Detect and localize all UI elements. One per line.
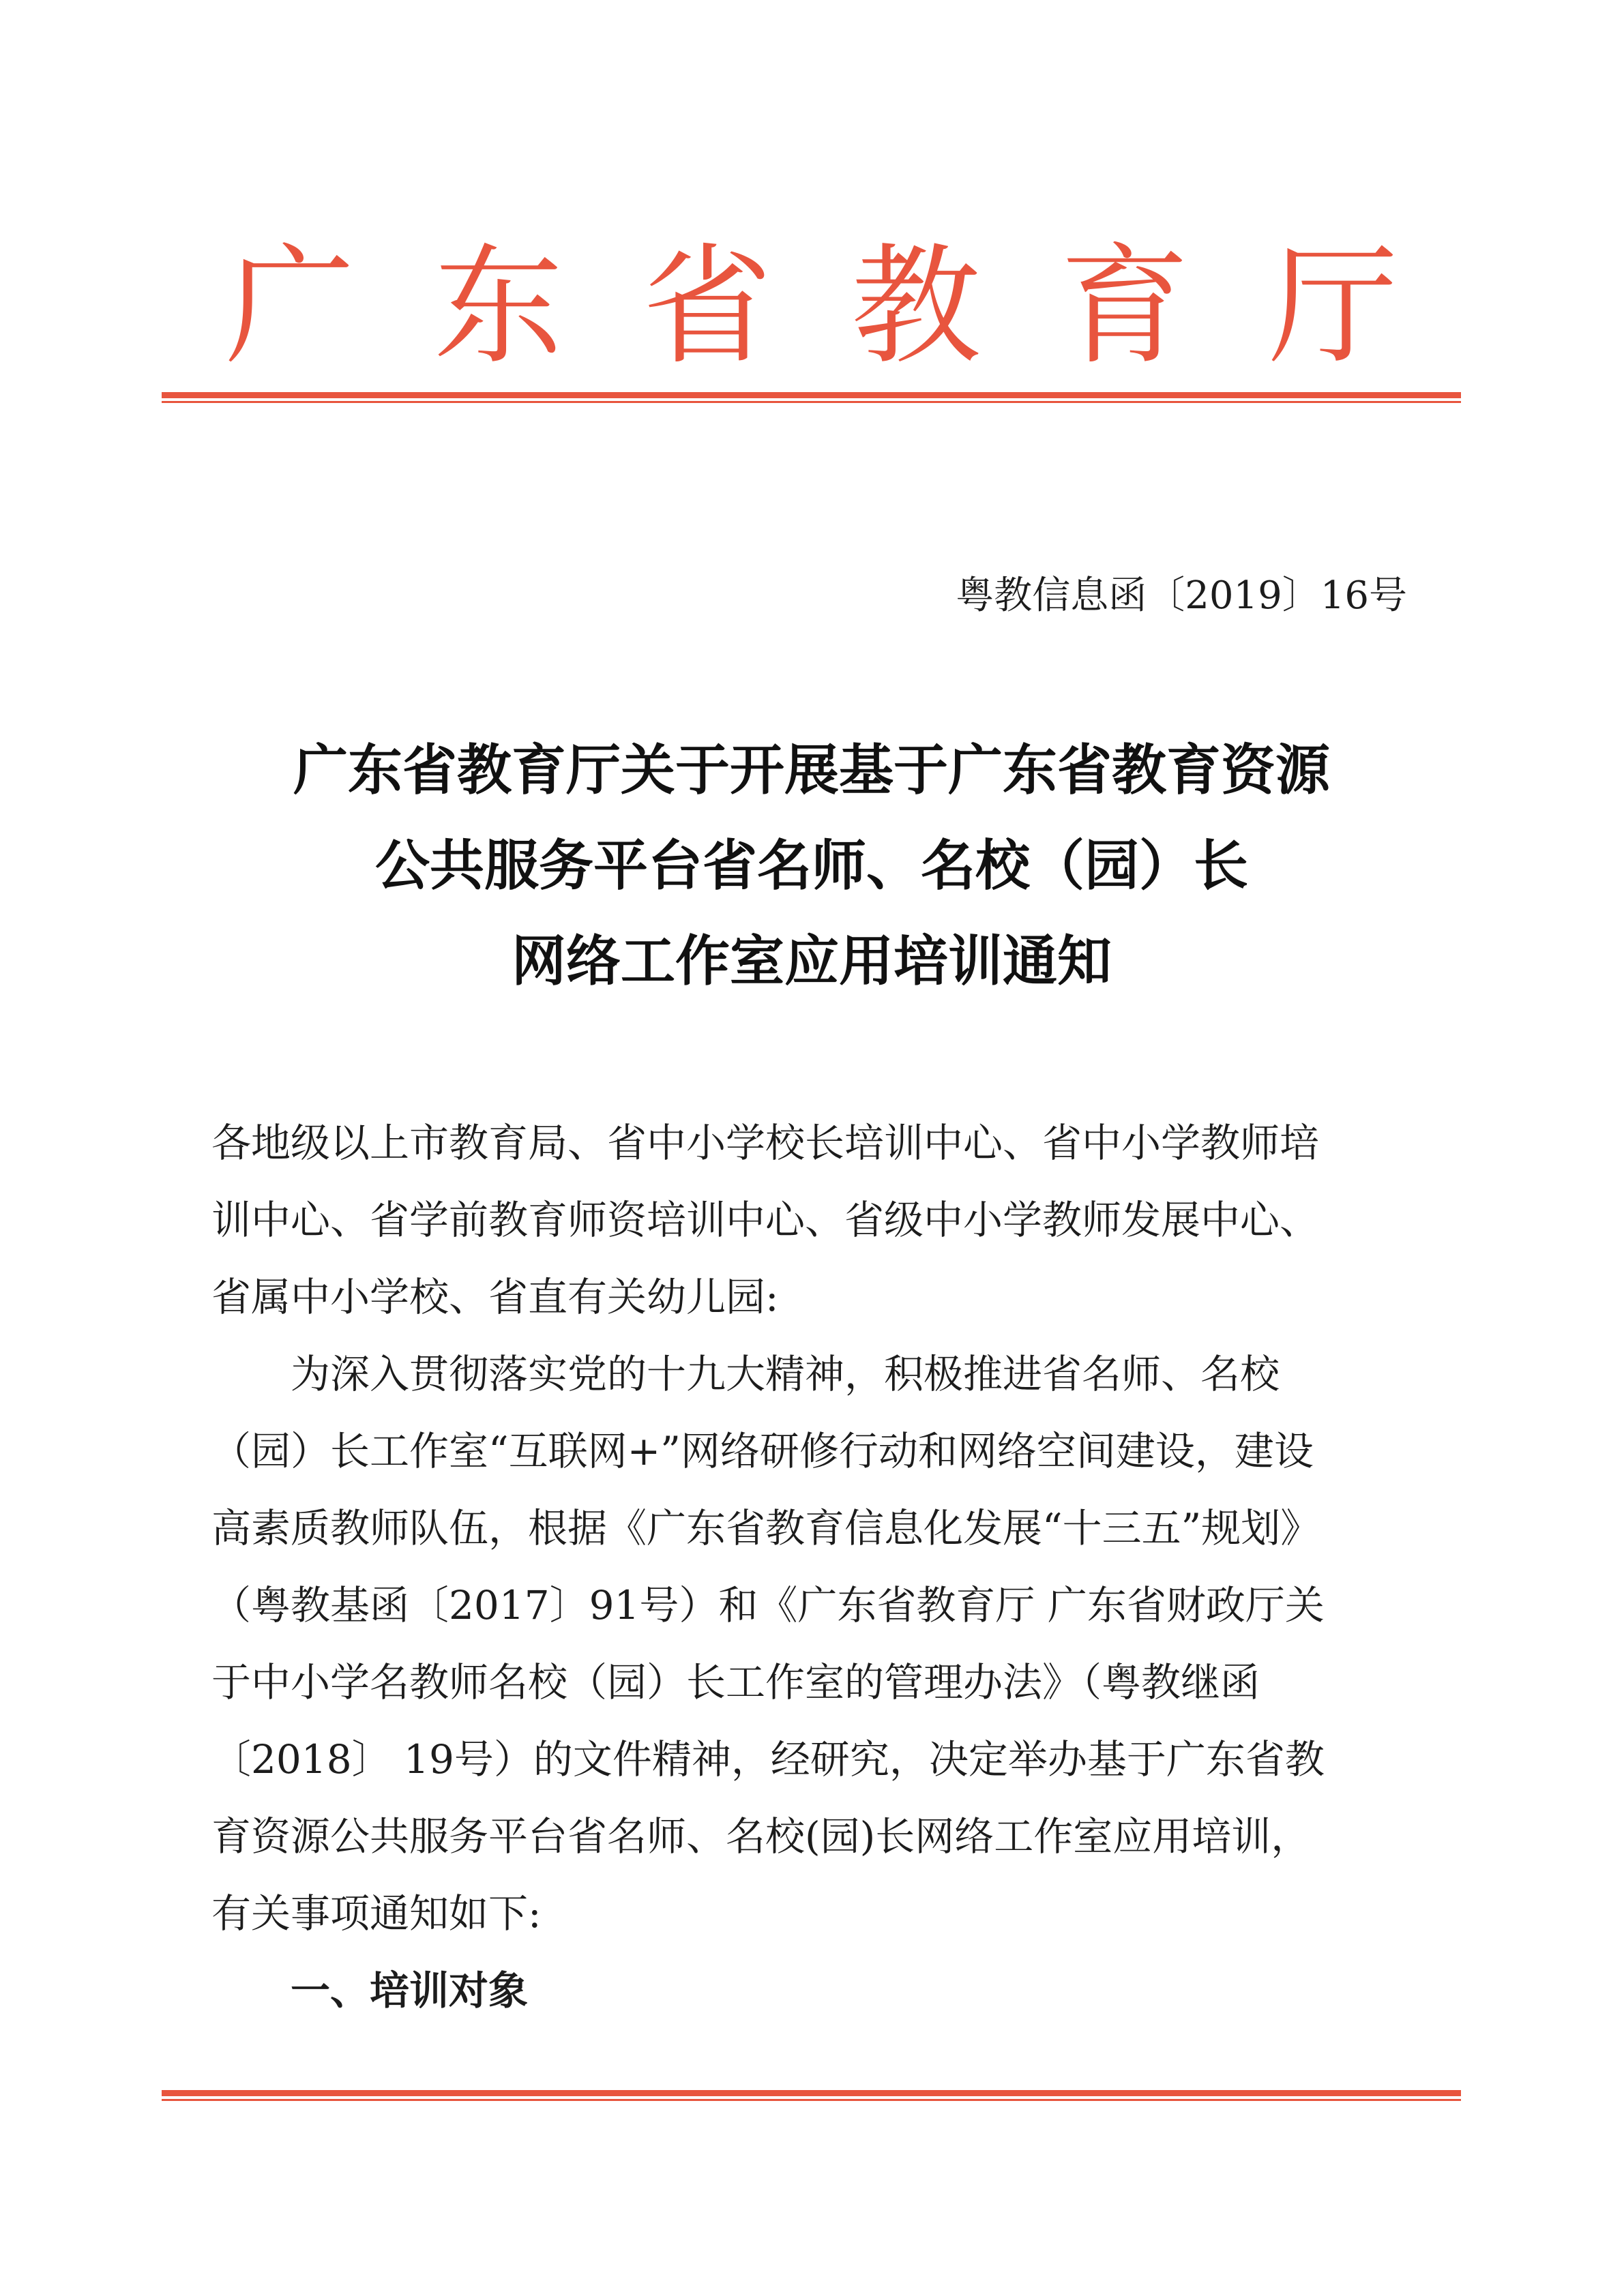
masthead-char: 厅: [1268, 231, 1398, 382]
title-line: 网络工作室应用培训通知: [512, 929, 1112, 993]
paragraph-line: 育资源公共服务平台省名师、名校(园)长网络工作室应用培训，: [211, 1813, 1311, 1860]
title-line: 公共服务平台省名师、名校（园）长: [375, 834, 1248, 897]
paragraph-line: 于中小学名教师名校（园）长工作室的管理办法》（粤教继函: [211, 1659, 1260, 1705]
title-line: 广东省教育厅关于开展基于广东省教育资源: [293, 739, 1330, 802]
salutation-line: 省属中小学校、省直有关幼儿园:: [211, 1274, 779, 1320]
header-divider-thick: [162, 392, 1461, 398]
masthead-char: 育: [1059, 231, 1190, 382]
salutation-line: 训中心、省学前教育师资培训中心、省级中小学教师发展中心、: [211, 1197, 1320, 1243]
document-number: 粤教信息函〔2019〕16号: [956, 573, 1407, 618]
paragraph-line: （粤教基函〔2017〕91号）和《广东省教育厅 广东省财政厅关: [211, 1582, 1325, 1628]
masthead: [225, 225, 1398, 389]
section-heading: 一、培训对象: [291, 1967, 529, 2014]
document-title: [205, 723, 1419, 1009]
salutation-line: 各地级以上市教育局、省中小学校长培训中心、省中小学教师培: [211, 1120, 1320, 1166]
paragraph-line: 〔2018〕 19号）的文件精神，经研究，决定举办基于广东省教: [211, 1736, 1325, 1783]
header-divider-thin: [162, 401, 1461, 403]
masthead-char: 广: [225, 231, 355, 382]
footer-divider: [162, 2090, 1461, 2104]
paragraph-line: 有关事项通知如下:: [211, 1890, 542, 1937]
masthead-char: 教: [851, 231, 981, 382]
paragraph-line: 为深入贯彻落实党的十九大精神，积极推进省名师、名校: [291, 1351, 1280, 1397]
footer-divider-thick: [162, 2090, 1461, 2096]
paragraph-line: （园）长工作室“互联网+”网络研修行动和网络空间建设，建设: [211, 1428, 1314, 1474]
document-body: [211, 1105, 1412, 2029]
masthead-char: 省: [642, 231, 772, 382]
footer-divider-thin: [162, 2099, 1461, 2101]
masthead-char: 东: [433, 231, 563, 382]
paragraph-line: 高素质教师队伍，根据《广东省教育信息化发展“十三五”规划》: [211, 1505, 1320, 1551]
header-divider: [162, 392, 1461, 406]
